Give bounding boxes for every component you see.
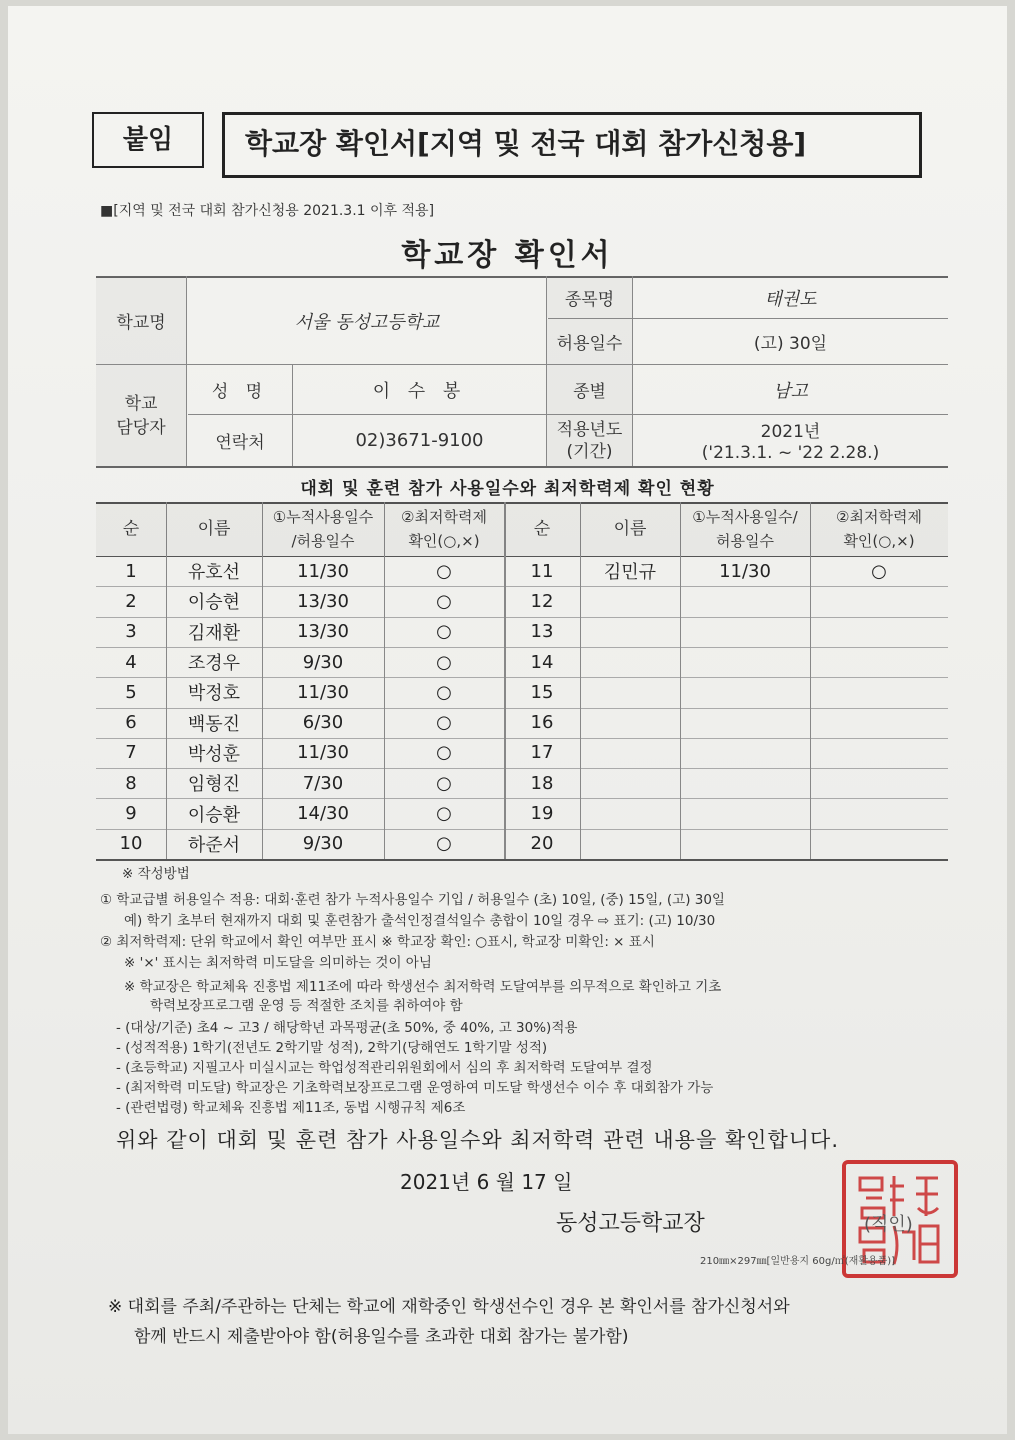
used-days bbox=[680, 586, 810, 616]
used-days: 6/30 bbox=[302, 712, 344, 734]
athlete-name: 김민규 bbox=[603, 562, 657, 584]
athlete-name bbox=[580, 617, 680, 647]
used-days: 7/30 bbox=[302, 772, 344, 794]
table-header-cell: ②최저학력제 확인(○,×) bbox=[810, 502, 948, 556]
allowed-days-value: (고) 30일 bbox=[753, 334, 828, 354]
min-academic-check: ○ bbox=[436, 712, 452, 734]
used-days: 13/30 bbox=[297, 621, 349, 643]
category-value: 남고 bbox=[773, 380, 808, 402]
status-table-title: 대회 및 훈련 참가 사용일수와 최저학력제 확인 현황 bbox=[300, 479, 715, 499]
athlete-name: 백동진 bbox=[187, 713, 241, 735]
row-number: 7 bbox=[125, 742, 137, 764]
min-academic-check: ○ bbox=[436, 590, 452, 612]
instruction-line: 학력보장프로그램 운영 등 적절한 조치를 취하여야 함 bbox=[150, 998, 463, 1014]
footer-note-line-1: ※ 대회를 주최/주관하는 단체는 학교에 재학중인 학생선수인 경우 본 확인서를 참가신청서와 bbox=[108, 1297, 790, 1317]
row-number: 11 bbox=[530, 560, 554, 582]
row-number: 14 bbox=[530, 651, 554, 673]
contact-label: 연락처 bbox=[215, 433, 265, 453]
min-academic-check: ○ bbox=[436, 621, 452, 643]
table-header-cell: 이름 bbox=[166, 502, 262, 556]
row-number: 4 bbox=[125, 651, 137, 673]
athlete-name: 이승환 bbox=[187, 804, 241, 826]
instruction-line: ① 학교급별 허용일수 적용: 대회·훈련 참가 누적사용일수 기입 / 허용일수 (초) 10일, (중) 15일, (고) 30일 bbox=[100, 892, 725, 908]
used-days: 11/30 bbox=[719, 560, 771, 582]
applicable-period-value: ('21.3.1. ~ '22 2.28.) bbox=[701, 443, 880, 463]
seal-label: (직인) bbox=[864, 1214, 913, 1235]
table-header-cell: ②최저학력제 확인(○,×) bbox=[384, 502, 504, 556]
instruction-line: ② 최저학력제: 단위 학교에서 확인 여부만 표시 ※ 학교장 확인: ○표시, 학교장 미확인: × 표시 bbox=[100, 934, 655, 950]
used-days bbox=[680, 647, 810, 677]
instruction-line: - (최저학력 미도달) 학교장은 기초학력보장프로그램 운영하여 미도달 학생선수 이수 후 대회참가 가능 bbox=[116, 1080, 714, 1096]
page-title: 학교장 확인서 bbox=[401, 238, 614, 273]
min-academic-check bbox=[810, 829, 948, 859]
used-days: 13/30 bbox=[297, 590, 349, 612]
row-number: 10 bbox=[119, 833, 143, 855]
instruction-line: 예) 학기 초부터 현재까지 대회 및 훈련참가 출석인정결석일수 총합이 10일 경우 ⇨ 표기: (고) 10/30 bbox=[124, 913, 716, 929]
athlete-name bbox=[580, 768, 680, 798]
used-days bbox=[680, 829, 810, 859]
athlete-name bbox=[580, 798, 680, 828]
athlete-name: 박정호 bbox=[187, 683, 241, 705]
instruction-line: ※ 작성방법 bbox=[122, 866, 190, 882]
row-number: 20 bbox=[530, 833, 554, 855]
min-academic-check: ○ bbox=[436, 803, 452, 825]
row-number: 19 bbox=[530, 803, 554, 825]
contact-value: 02)3671-9100 bbox=[355, 430, 484, 451]
confirmation-statement: 위와 같이 대회 및 훈련 참가 사용일수와 최저학력 관련 내용을 확인합니다. bbox=[116, 1128, 840, 1152]
used-days: 9/30 bbox=[302, 833, 344, 855]
row-number: 17 bbox=[530, 742, 554, 764]
issue-date: 2021년 6 월 17 일 bbox=[400, 1170, 573, 1194]
table-header-cell: 순 bbox=[96, 502, 166, 556]
table-header-cell: 이름 bbox=[580, 502, 680, 556]
footer-note-line-2: 함께 반드시 제출받아야 함(허용일수를 초과한 대회 참가는 불가함) bbox=[134, 1327, 629, 1347]
used-days: 11/30 bbox=[297, 742, 349, 764]
min-academic-check: ○ bbox=[436, 681, 452, 703]
school-name-label: 학교명 bbox=[96, 277, 186, 364]
staff-name-label: 성 명 bbox=[211, 382, 269, 402]
school-name-value: 서울 동성고등학교 bbox=[294, 311, 440, 333]
instruction-line: - (초등학교) 지필고사 미실시교는 학업성적관리위원회에서 심의 후 최저학력 도달여부 결정 bbox=[116, 1060, 653, 1076]
min-academic-check bbox=[810, 768, 948, 798]
min-academic-check bbox=[810, 586, 948, 616]
athlete-name bbox=[580, 738, 680, 768]
min-academic-check: ○ bbox=[871, 560, 887, 582]
min-academic-check bbox=[810, 677, 948, 707]
sport-value: 태권도 bbox=[764, 288, 817, 310]
row-number: 18 bbox=[530, 772, 554, 794]
used-days bbox=[680, 617, 810, 647]
row-number: 13 bbox=[530, 621, 554, 643]
athlete-name: 임형진 bbox=[187, 774, 241, 796]
used-days: 11/30 bbox=[297, 681, 349, 703]
paper-size-note: 210㎜×297㎜[일반용지 60g/㎡(재활용품)] bbox=[700, 1256, 896, 1267]
attachment-tag: 붙임 bbox=[92, 112, 204, 168]
sport-label: 종목명 bbox=[547, 277, 632, 318]
category-label: 종별 bbox=[547, 365, 632, 414]
principal-title: 동성고등학교장 bbox=[556, 1211, 705, 1236]
table-header-cell: ①누적사용일수 /허용일수 bbox=[262, 502, 384, 556]
allowed-days-label: 허용일수 bbox=[547, 319, 632, 364]
used-days bbox=[680, 708, 810, 738]
min-academic-check: ○ bbox=[436, 651, 452, 673]
row-number: 9 bbox=[125, 803, 137, 825]
used-days: 14/30 bbox=[297, 803, 349, 825]
row-number: 12 bbox=[530, 590, 554, 612]
row-number: 6 bbox=[125, 712, 137, 734]
athlete-name: 김재환 bbox=[187, 622, 241, 644]
applicable-year-value: 2021년 bbox=[760, 421, 821, 442]
document-header-title: 학교장 확인서[지역 및 전국 대회 참가신청용] bbox=[222, 112, 922, 178]
min-academic-check bbox=[810, 708, 948, 738]
min-academic-check: ○ bbox=[436, 833, 452, 855]
athlete-name: 박성훈 bbox=[187, 743, 241, 765]
used-days bbox=[680, 738, 810, 768]
row-number: 1 bbox=[125, 560, 137, 582]
used-days bbox=[680, 677, 810, 707]
min-academic-check bbox=[810, 798, 948, 828]
table-rule bbox=[96, 859, 948, 861]
used-days: 9/30 bbox=[302, 651, 344, 673]
instruction-line: - (관련법령) 학교체육 진흥법 제11조, 동법 시행규칙 제6조 bbox=[116, 1100, 466, 1116]
min-academic-check: ○ bbox=[436, 772, 452, 794]
school-staff-label: 학교 담당자 bbox=[96, 365, 186, 466]
row-number: 15 bbox=[530, 681, 554, 703]
instruction-line: ※ 학교장은 학교체육 진흥법 제11조에 따라 학생선수 최저학력 도달여부를 의무적으로 확인하고 기초 bbox=[124, 979, 722, 995]
athlete-name bbox=[580, 708, 680, 738]
row-number: 2 bbox=[125, 590, 137, 612]
athlete-name bbox=[580, 677, 680, 707]
athlete-name bbox=[580, 829, 680, 859]
athlete-name bbox=[580, 586, 680, 616]
row-number: 8 bbox=[125, 772, 137, 794]
row-number: 5 bbox=[125, 681, 137, 703]
min-academic-check: ○ bbox=[436, 560, 452, 582]
athlete-name: 유호선 bbox=[187, 562, 241, 584]
min-academic-check bbox=[810, 617, 948, 647]
row-number: 3 bbox=[125, 621, 137, 643]
min-academic-check bbox=[810, 738, 948, 768]
table-header-cell: ①누적사용일수/ 허용일수 bbox=[680, 502, 810, 556]
min-academic-check bbox=[810, 647, 948, 677]
staff-name-value: 이 수 봉 bbox=[372, 380, 467, 402]
athlete-name bbox=[580, 647, 680, 677]
instruction-line: ※ '×' 표시는 최저학력 미도달을 의미하는 것이 아님 bbox=[124, 955, 432, 971]
instruction-line: - (대상/기준) 초4 ~ 고3 / 해당학년 과목평균(초 50%, 중 40%, 고 30%)적용 bbox=[116, 1020, 578, 1036]
athlete-name: 조경우 bbox=[187, 653, 241, 675]
min-academic-check: ○ bbox=[436, 742, 452, 764]
used-days bbox=[680, 768, 810, 798]
instruction-line: - (성적적용) 1학기(전년도 2학기말 성적), 2학기(당해연도 1학기말 성적) bbox=[116, 1040, 548, 1056]
athlete-name: 이승현 bbox=[187, 592, 241, 614]
athlete-name: 하준서 bbox=[187, 834, 241, 856]
table-header-cell: 순 bbox=[504, 502, 580, 556]
used-days bbox=[680, 798, 810, 828]
application-scope-note: ■[지역 및 전국 대회 참가신청용 2021.3.1 이후 적용] bbox=[100, 203, 435, 219]
row-number: 16 bbox=[530, 712, 554, 734]
applicable-year-label: 적용년도 (기간) bbox=[547, 415, 632, 466]
used-days: 11/30 bbox=[297, 560, 349, 582]
